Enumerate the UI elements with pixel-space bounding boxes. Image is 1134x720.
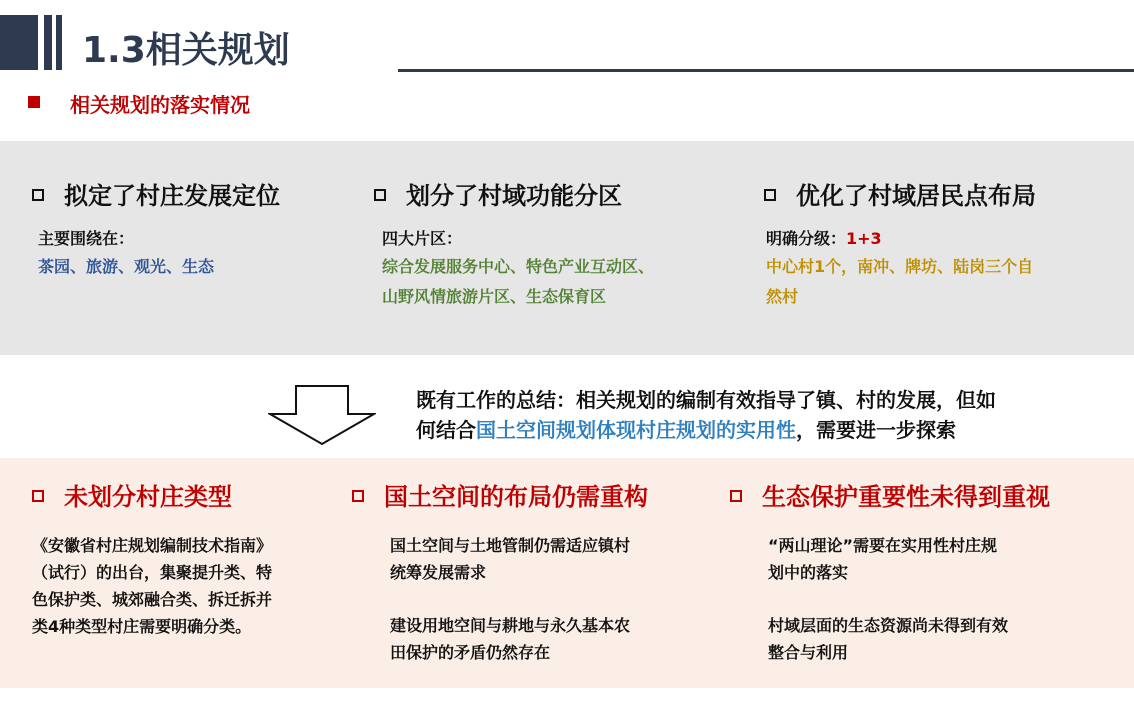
- achievement-text-1: 茶园、旅游、观光、生态: [38, 257, 215, 276]
- down-arrow-icon: [268, 384, 376, 446]
- section-subtitle: 相关规划的落实情况: [70, 93, 250, 117]
- achievement-heading-2: 划分了村域功能分区: [374, 176, 622, 211]
- issue-text-2a: 国土空间与土地管制仍需适应镇村 统筹发展需求: [390, 536, 631, 582]
- issue-text-3a: “两山理论”需要在实用性村庄规 划中的落实: [768, 536, 998, 582]
- achievements-panel: [0, 141, 1134, 355]
- checkbox-icon: [374, 189, 386, 201]
- achievement-heading-3: 优化了村域居民点布局: [764, 176, 1036, 211]
- issue-text-2b: 建设用地空间与耕地与永久基本农 田保护的矛盾仍然存在: [390, 616, 631, 662]
- achievement-text-2: 综合发展服务中心、特色产业互动区、 山野风情旅游片区、生态保育区: [382, 257, 655, 306]
- achievement-label-3: 明确分级：1+3: [766, 229, 882, 248]
- achievement-label-1: 主要围绕在：: [38, 229, 135, 248]
- checkbox-icon: [764, 189, 776, 201]
- issue-heading-3: 生态保护重要性未得到重视: [730, 477, 1050, 512]
- title-underline: [398, 69, 1134, 72]
- achievement-heading-1: 拟定了村庄发展定位: [32, 176, 280, 211]
- achievement-label-2: 四大片区：: [382, 229, 463, 248]
- checkbox-icon: [32, 490, 44, 502]
- issue-heading-1: 未划分村庄类型: [32, 477, 232, 512]
- page-title: 1.3相关规划: [82, 30, 290, 71]
- achievement-text-3: 中心村1个，南冲、牌坊、陆岗三个自 然村: [766, 257, 1034, 306]
- issue-heading-2: 国土空间的布局仍需重构: [352, 477, 648, 512]
- title-decoration-bars: [0, 15, 62, 70]
- issue-text-3b: 村域层面的生态资源尚未得到有效 整合与利用: [768, 616, 1009, 662]
- square-bullet-icon: [28, 96, 40, 108]
- issue-text-1: 《安徽省村庄规划编制技术指南》 （试行）的出台，集聚提升类、特 色保护类、城郊融合类、拆迁拆并 类4种类型村庄需要明确分类。: [32, 536, 273, 636]
- checkbox-icon: [352, 490, 364, 502]
- summary-text: 既有工作的总结：相关规划的编制有效指导了镇、村的发展，但如 何结合国土空间规划体现村庄规划的实用性，需要进一步探索: [416, 388, 996, 442]
- checkbox-icon: [32, 189, 44, 201]
- checkbox-icon: [730, 490, 742, 502]
